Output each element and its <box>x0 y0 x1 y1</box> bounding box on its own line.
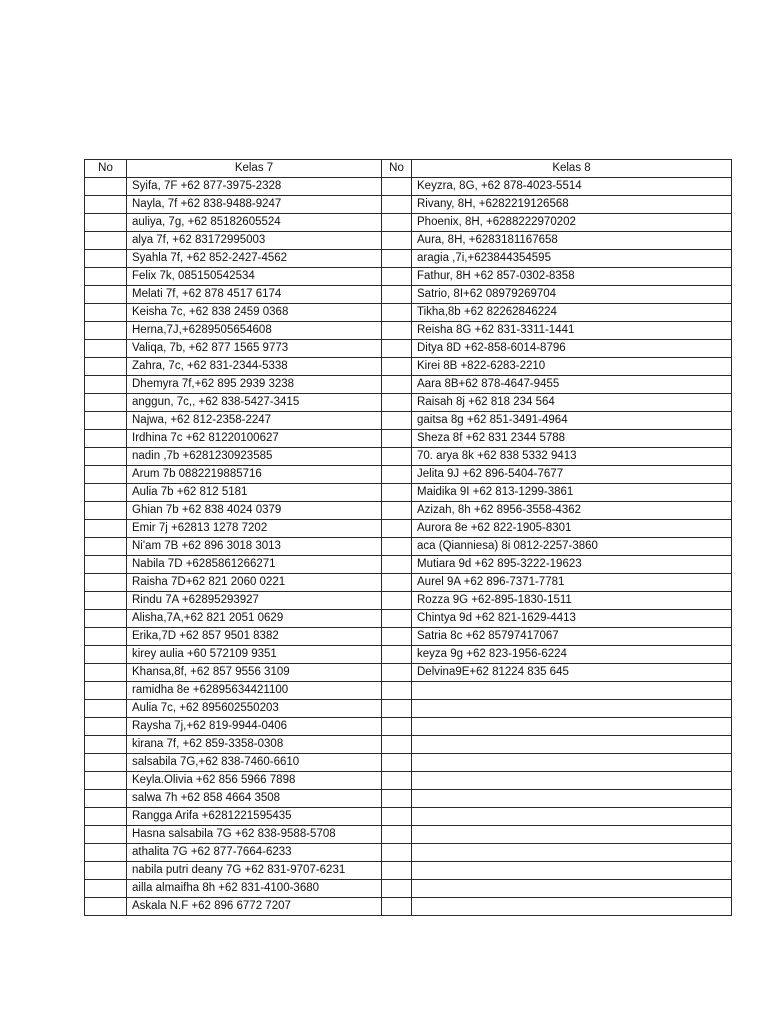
kelas-8-entry <box>412 862 732 880</box>
row-number-right <box>382 754 412 772</box>
table-row <box>85 268 732 286</box>
row-number-right <box>382 574 412 592</box>
row-number-left <box>85 844 127 862</box>
kelas-7-entry: Nabila 7D +6285861266271 <box>127 556 382 574</box>
table-row <box>85 772 732 790</box>
row-number-left <box>85 232 127 250</box>
row-number-left <box>85 790 127 808</box>
kelas-7-entry: salwa 7h +62 858 4664 3508 <box>127 790 382 808</box>
row-number-left <box>85 682 127 700</box>
kelas-7-entry: Arum 7b 0882219885716 <box>127 466 382 484</box>
kelas-8-entry <box>412 826 732 844</box>
row-number-left <box>85 520 127 538</box>
row-number-right <box>382 520 412 538</box>
kelas-7-entry: Zahra, 7c, +62 831-2344-5338 <box>127 358 382 376</box>
kelas-8-entry <box>412 718 732 736</box>
row-number-left <box>85 646 127 664</box>
table-row <box>85 556 732 574</box>
table-row <box>85 898 732 916</box>
table-row <box>85 790 732 808</box>
row-number-left <box>85 772 127 790</box>
row-number-left <box>85 538 127 556</box>
row-number-left <box>85 664 127 682</box>
table-row <box>85 538 732 556</box>
row-number-right <box>382 664 412 682</box>
table-row <box>85 412 732 430</box>
kelas-8-entry: Keyzra, 8G, +62 878-4023-5514 <box>412 178 732 196</box>
table-row <box>85 520 732 538</box>
table-row <box>85 592 732 610</box>
row-number-left <box>85 286 127 304</box>
kelas-8-entry: Raisah 8j +62 818 234 564 <box>412 394 732 412</box>
row-number-right <box>382 844 412 862</box>
kelas-8-entry: Mutiara 9d +62 895-3222-19623 <box>412 556 732 574</box>
row-number-left <box>85 592 127 610</box>
contact-table <box>84 159 732 916</box>
kelas-8-entry: Sheza 8f +62 831 2344 5788 <box>412 430 732 448</box>
row-number-right <box>382 556 412 574</box>
kelas-7-entry: Dhemyra 7f,+62 895 2939 3238 <box>127 376 382 394</box>
table-row <box>85 232 732 250</box>
row-number-left <box>85 196 127 214</box>
row-number-left <box>85 880 127 898</box>
table-row <box>85 484 732 502</box>
kelas-8-entry: Fathur, 8H +62 857-0302-8358 <box>412 268 732 286</box>
table-row <box>85 844 732 862</box>
row-number-right <box>382 484 412 502</box>
kelas-7-entry: Emir 7j +62813 1278 7202 <box>127 520 382 538</box>
row-number-left <box>85 754 127 772</box>
kelas-7-entry: nabila putri deany 7G +62 831-9707-6231 <box>127 862 382 880</box>
kelas-7-entry: Melati 7f, +62 878 4517 6174 <box>127 286 382 304</box>
row-number-left <box>85 394 127 412</box>
row-number-left <box>85 808 127 826</box>
kelas-7-entry: Hasna salsabila 7G +62 838-9588-5708 <box>127 826 382 844</box>
kelas-8-entry <box>412 754 732 772</box>
row-number-left <box>85 268 127 286</box>
table-row <box>85 808 732 826</box>
kelas-7-entry: Irdhina 7c +62 81220100627 <box>127 430 382 448</box>
row-number-left <box>85 412 127 430</box>
kelas-8-entry: Kirei 8B +822-6283-2210 <box>412 358 732 376</box>
row-number-left <box>85 628 127 646</box>
table-row <box>85 394 732 412</box>
kelas-8-entry: Reisha 8G +62 831-3311-1441 <box>412 322 732 340</box>
row-number-right <box>382 232 412 250</box>
row-number-right <box>382 430 412 448</box>
kelas-8-entry: 70. arya 8k +62 838 5332 9413 <box>412 448 732 466</box>
kelas-7-entry: Najwa, +62 812-2358-2247 <box>127 412 382 430</box>
kelas-7-entry: athalita 7G +62 877-7664-6233 <box>127 844 382 862</box>
kelas-8-entry: keyza 9g +62 823-1956-6224 <box>412 646 732 664</box>
kelas-8-entry <box>412 736 732 754</box>
row-number-left <box>85 826 127 844</box>
kelas-8-entry: Rozza 9G +62-895-1830-1511 <box>412 592 732 610</box>
kelas-8-entry: Tikha,8b +62 82262846224 <box>412 304 732 322</box>
row-number-right <box>382 790 412 808</box>
kelas-7-entry: ailla almaifha 8h +62 831-4100-3680 <box>127 880 382 898</box>
row-number-left <box>85 250 127 268</box>
row-number-left <box>85 718 127 736</box>
row-number-right <box>382 718 412 736</box>
kelas-8-entry: Delvina9E+62 81224 835 645 <box>412 664 732 682</box>
kelas-8-entry <box>412 880 732 898</box>
row-number-left <box>85 574 127 592</box>
kelas-7-entry: Nayla, 7f +62 838-9488-9247 <box>127 196 382 214</box>
kelas-8-entry: gaitsa 8g +62 851-3491-4964 <box>412 412 732 430</box>
row-number-right <box>382 502 412 520</box>
header-no-left: No <box>85 160 127 178</box>
row-number-right <box>382 376 412 394</box>
row-number-left <box>85 736 127 754</box>
table-row <box>85 178 732 196</box>
row-number-right <box>382 898 412 916</box>
kelas-7-entry: Rindu 7A +62895293927 <box>127 592 382 610</box>
row-number-right <box>382 286 412 304</box>
row-number-right <box>382 610 412 628</box>
row-number-right <box>382 736 412 754</box>
kelas-8-entry <box>412 808 732 826</box>
row-number-left <box>85 862 127 880</box>
kelas-8-entry: Ditya 8D +62-858-6014-8796 <box>412 340 732 358</box>
kelas-8-entry: Aara 8B+62 878-4647-9455 <box>412 376 732 394</box>
row-number-right <box>382 880 412 898</box>
kelas-8-entry <box>412 772 732 790</box>
row-number-right <box>382 412 412 430</box>
kelas-8-entry <box>412 682 732 700</box>
table-row <box>85 628 732 646</box>
kelas-8-entry <box>412 844 732 862</box>
table-row <box>85 700 732 718</box>
kelas-8-entry: Jelita 9J +62 896-5404-7677 <box>412 466 732 484</box>
header-kelas-7: Kelas 7 <box>127 160 382 178</box>
row-number-left <box>85 358 127 376</box>
table-row <box>85 376 732 394</box>
row-number-left <box>85 466 127 484</box>
row-number-right <box>382 358 412 376</box>
row-number-right <box>382 826 412 844</box>
table-row <box>85 304 732 322</box>
kelas-7-entry: Herna,7J,+6289505654608 <box>127 322 382 340</box>
kelas-7-entry: Erika,7D +62 857 9501 8382 <box>127 628 382 646</box>
row-number-left <box>85 484 127 502</box>
kelas-7-entry: kirey aulia +60 572109 9351 <box>127 646 382 664</box>
table-row <box>85 322 732 340</box>
table-row <box>85 448 732 466</box>
row-number-right <box>382 538 412 556</box>
table-row <box>85 682 732 700</box>
kelas-8-entry: Aurora 8e +62 822-1905-8301 <box>412 520 732 538</box>
kelas-7-entry: nadin ,7b +6281230923585 <box>127 448 382 466</box>
table-row <box>85 214 732 232</box>
table-row <box>85 250 732 268</box>
kelas-7-entry: ramidha 8e +62895634421100 <box>127 682 382 700</box>
header-kelas-8: Kelas 8 <box>412 160 732 178</box>
table-row <box>85 430 732 448</box>
kelas-8-entry: Satria 8c +62 85797417067 <box>412 628 732 646</box>
row-number-right <box>382 196 412 214</box>
kelas-7-entry: Aulia 7c, +62 895602550203 <box>127 700 382 718</box>
kelas-8-entry <box>412 700 732 718</box>
row-number-right <box>382 808 412 826</box>
row-number-right <box>382 772 412 790</box>
table-row <box>85 880 732 898</box>
kelas-7-entry: salsabila 7G,+62 838-7460-6610 <box>127 754 382 772</box>
kelas-8-entry <box>412 898 732 916</box>
kelas-7-entry: kirana 7f, +62 859-3358-0308 <box>127 736 382 754</box>
row-number-left <box>85 214 127 232</box>
table-row <box>85 862 732 880</box>
kelas-7-entry: Alisha,7A,+62 821 2051 0629 <box>127 610 382 628</box>
row-number-left <box>85 178 127 196</box>
table-row <box>85 340 732 358</box>
kelas-8-entry: Chintya 9d +62 821-1629-4413 <box>412 610 732 628</box>
kelas-7-entry: Rangga Arifa +6281221595435 <box>127 808 382 826</box>
kelas-7-entry: Keisha 7c, +62 838 2459 0368 <box>127 304 382 322</box>
row-number-left <box>85 898 127 916</box>
kelas-7-entry: auliya, 7g, +62 85182605524 <box>127 214 382 232</box>
kelas-7-entry: Ni'am 7B +62 896 3018 3013 <box>127 538 382 556</box>
row-number-left <box>85 610 127 628</box>
kelas-7-entry: Khansa,8f, +62 857 9556 3109 <box>127 664 382 682</box>
kelas-7-entry: alya 7f, +62 83172995003 <box>127 232 382 250</box>
row-number-right <box>382 682 412 700</box>
table-row <box>85 286 732 304</box>
row-number-right <box>382 340 412 358</box>
row-number-left <box>85 448 127 466</box>
row-number-right <box>382 178 412 196</box>
kelas-8-entry: Rivany, 8H, +6282219126568 <box>412 196 732 214</box>
row-number-left <box>85 502 127 520</box>
row-number-left <box>85 430 127 448</box>
kelas-8-entry: Satrio, 8I+62 08979269704 <box>412 286 732 304</box>
kelas-7-entry: Syifa, 7F +62 877-3975-2328 <box>127 178 382 196</box>
row-number-right <box>382 466 412 484</box>
kelas-7-entry: Valiqa, 7b, +62 877 1565 9773 <box>127 340 382 358</box>
row-number-right <box>382 646 412 664</box>
kelas-8-entry: Aura, 8H, +6283181167658 <box>412 232 732 250</box>
row-number-right <box>382 628 412 646</box>
row-number-right <box>382 700 412 718</box>
table-row <box>85 466 732 484</box>
row-number-left <box>85 376 127 394</box>
row-number-right <box>382 268 412 286</box>
kelas-7-entry: Askala N.F +62 896 6772 7207 <box>127 898 382 916</box>
kelas-8-entry: Azizah, 8h +62 8956-3558-4362 <box>412 502 732 520</box>
row-number-left <box>85 700 127 718</box>
table-row <box>85 610 732 628</box>
kelas-7-entry: Felix 7k, 085150542534 <box>127 268 382 286</box>
table-row <box>85 754 732 772</box>
table-header-row <box>85 160 732 178</box>
row-number-right <box>382 592 412 610</box>
row-number-right <box>382 448 412 466</box>
table-row <box>85 718 732 736</box>
row-number-right <box>382 214 412 232</box>
table-row <box>85 826 732 844</box>
table-row <box>85 736 732 754</box>
kelas-8-entry: Maidika 9I +62 813-1299-3861 <box>412 484 732 502</box>
kelas-8-entry: Phoenix, 8H, +6288222970202 <box>412 214 732 232</box>
kelas-8-entry: aca (Qianniesa) 8i 0812-2257-3860 <box>412 538 732 556</box>
table-row <box>85 664 732 682</box>
table-row <box>85 502 732 520</box>
table-row <box>85 574 732 592</box>
row-number-left <box>85 322 127 340</box>
header-no-right: No <box>382 160 412 178</box>
row-number-left <box>85 304 127 322</box>
kelas-7-entry: Raisha 7D+62 821 2060 0221 <box>127 574 382 592</box>
kelas-7-entry: Ghian 7b +62 838 4024 0379 <box>127 502 382 520</box>
row-number-right <box>382 250 412 268</box>
kelas-7-entry: Aulia 7b +62 812 5181 <box>127 484 382 502</box>
kelas-8-entry: aragia ,7i,+623844354595 <box>412 250 732 268</box>
row-number-left <box>85 556 127 574</box>
kelas-8-entry <box>412 790 732 808</box>
kelas-7-entry: Keyla.Olivia +62 856 5966 7898 <box>127 772 382 790</box>
table-row <box>85 646 732 664</box>
row-number-right <box>382 322 412 340</box>
row-number-left <box>85 340 127 358</box>
kelas-7-entry: Raysha 7j,+62 819-9944-0406 <box>127 718 382 736</box>
row-number-right <box>382 394 412 412</box>
table-row <box>85 358 732 376</box>
table-row <box>85 196 732 214</box>
row-number-right <box>382 304 412 322</box>
kelas-7-entry: Syahla 7f, +62 852-2427-4562 <box>127 250 382 268</box>
kelas-7-entry: anggun, 7c,, +62 838-5427-3415 <box>127 394 382 412</box>
row-number-right <box>382 862 412 880</box>
kelas-8-entry: Aurel 9A +62 896-7371-7781 <box>412 574 732 592</box>
